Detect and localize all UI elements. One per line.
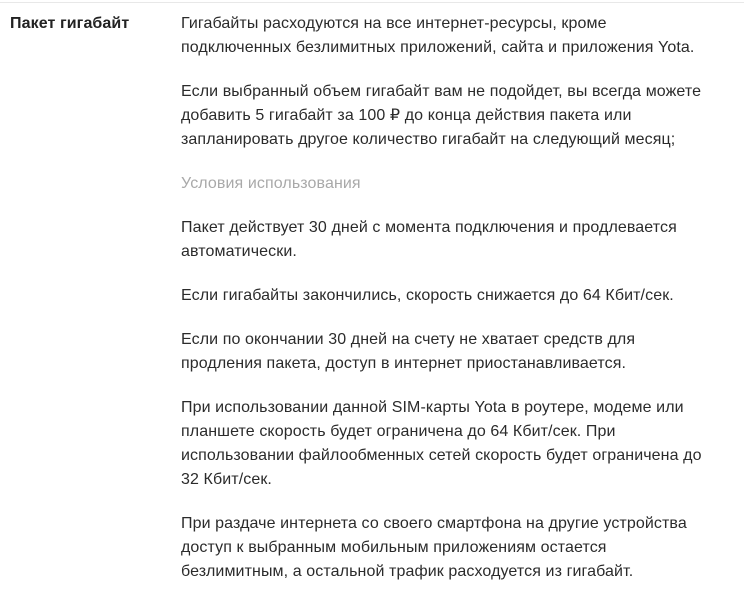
description-paragraph: Если по окончании 30 дней на счету не хватает средств для продления пакета, доступ в интернет приостанавливается. <box>181 331 636 372</box>
description-column <box>181 12 714 604</box>
tariff-term-row <box>0 2 744 604</box>
term-column <box>10 12 181 36</box>
description-paragraph: При раздаче интернета со своего смартфона на другие устройства доступ к выбранным мобильным приложениям остается безлимитным, а остальной трафик расходуется из гигабайт. <box>181 515 687 580</box>
term-title: Пакет гигабайт <box>10 15 130 32</box>
description-paragraph: Пакет действует 30 дней с момента подключения и продлевается автоматически. <box>181 219 677 260</box>
usage-terms-subtitle: Условия использования <box>181 175 361 192</box>
description-paragraph: Гигабайты расходуются на все интернет-ресурсы, кроме подключенных безлимитных приложений, сайта и приложения Yota. <box>181 15 695 56</box>
description-paragraph: Если выбранный объем гигабайт вам не подойдет, вы всегда можете добавить 5 гигабайт за 100 ₽ до конца действия пакета или запланировать другое количество гигабайт на следующий месяц; <box>181 83 702 148</box>
description-paragraph: Если гигабайты закончились, скорость снижается до 64 Кбит/сек. <box>181 287 674 304</box>
description-paragraph: При использовании данной SIM-карты Yota в роутере, модеме или планшете скорость будет ограничена до 64 Кбит/сек. При использовании файлообменных сетей скорость будет ограничена до 32 Кбит/сек. <box>181 399 702 488</box>
